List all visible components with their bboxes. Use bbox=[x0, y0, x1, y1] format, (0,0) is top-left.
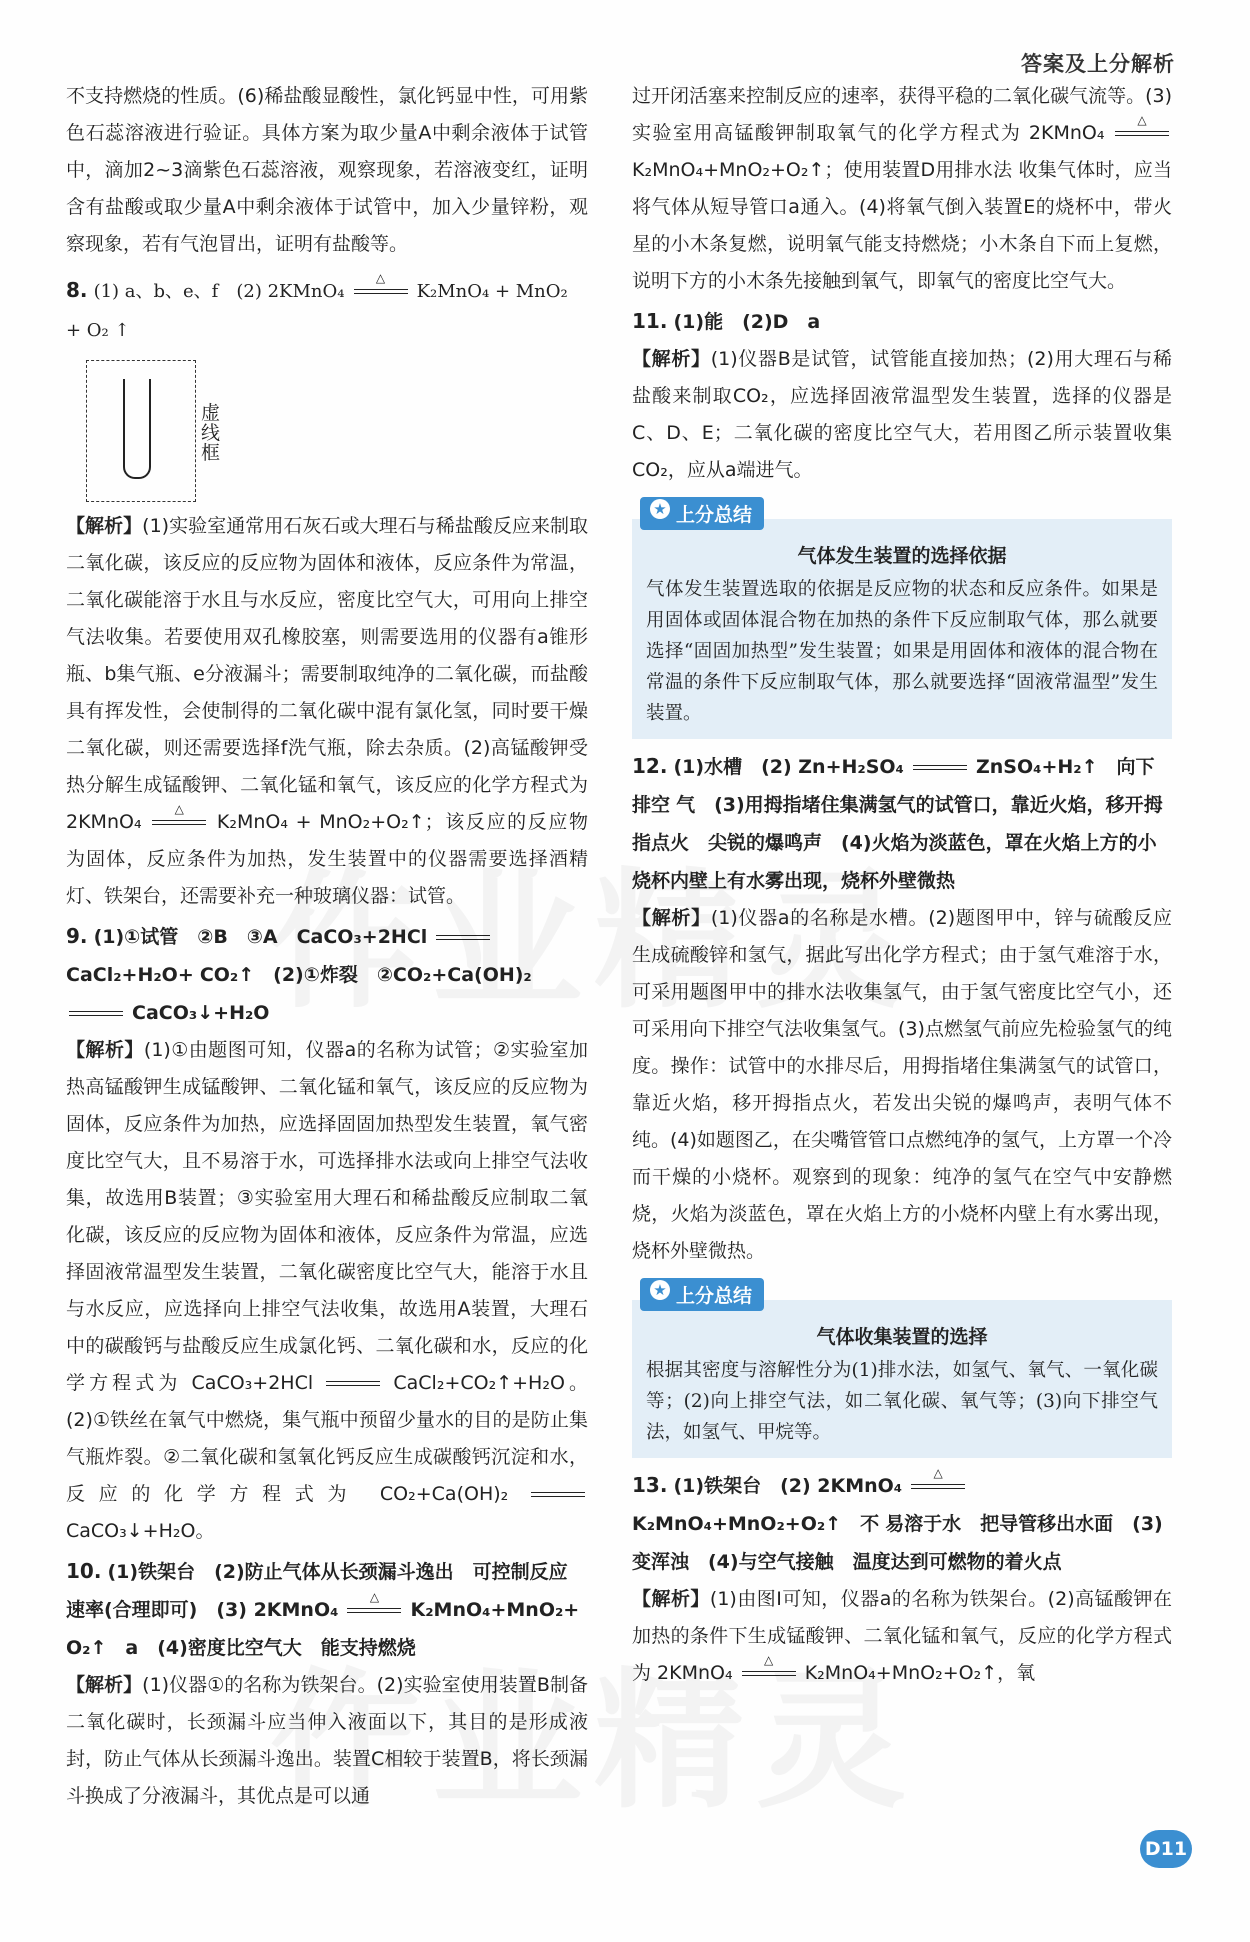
star-icon: ★ bbox=[650, 1280, 670, 1300]
q13-number: 13. bbox=[632, 1473, 668, 1497]
q10-answer-part1: (1)铁架台 (2)防止气体从长颈漏斗逸出 可控制反应 bbox=[107, 1561, 568, 1583]
q12-explanation-text: (1)仪器a的名称是水槽。(2)题图甲中，锌与硫酸反应生成硫酸锌和氢气，据此写出化学方程式；由于氢气难溶于水，可采用题图甲中的排水法收集氢气，由于氢气密度比空气小，还可采用向下排空气法收集氢气。(3)点燃氢气前应先检验氢气的纯度。操作：试管中的水排尽后，用拇指堵住集满氢气的试管口，靠近火焰，移开拇指点火，若发出尖锐的爆鸣声，表明气体不纯。(4)如题图乙，在尖嘴管管口点燃纯净的氢气，上方罩一个冷而干燥的小烧杯。观察到的现象：纯净的氢气在空气中安静燃烧，火焰为淡蓝色，罩在火焰上方的小烧杯内壁上有水雾出现，烧杯外壁微热。 bbox=[632, 907, 1172, 1262]
q10-answer-part3: K₂MnO₄+MnO₂+ bbox=[410, 1599, 580, 1621]
page-header-title: 答案及上分解析 bbox=[1021, 52, 1175, 76]
heating-arrow-icon: △ bbox=[347, 1605, 401, 1617]
q8-answer-part1: (1) a、b、e、f (2) 2KMnO₄ bbox=[93, 281, 345, 302]
left-column bbox=[66, 78, 588, 1815]
q12-explanation-label: 【解析】 bbox=[632, 907, 711, 929]
q13-answer-part2: K₂MnO₄+MnO₂+O₂↑ 不 bbox=[632, 1513, 880, 1535]
q8-explanation-text-2: MnO₂+O₂↑；该反应的反应物为固体，反应条件为加热，发生装置中的仪器需要选择酒精灯、铁架台，还需要补充一种玻璃仪器：试管。 bbox=[66, 811, 589, 907]
q13-answer-part3: 易溶于水 把导管移出水面 (3)变浑浊 (4)与空气接触 温度达到可燃物的着火点 bbox=[632, 1513, 1163, 1573]
heating-arrow-icon: △ bbox=[354, 286, 408, 298]
q11-number: 11. bbox=[632, 309, 668, 333]
q10-number: 10. bbox=[66, 1559, 102, 1583]
q10-answer-part2: 速率(合理即可) (3) 2KMnO₄ bbox=[66, 1599, 339, 1621]
q9-explanation-eq-a: CO₂+Ca(OH)₂ bbox=[379, 1483, 509, 1505]
q11-answer: (1)能 (2)D a bbox=[673, 311, 821, 333]
summary-title: 气体收集装置的选择 bbox=[816, 1326, 988, 1348]
q9-explanation-label: 【解析】 bbox=[66, 1039, 144, 1061]
summary-badge: ★ 上分总结 bbox=[640, 497, 764, 530]
q13-explanation-eq: K₂MnO₄+MnO₂+O₂↑，氧 bbox=[804, 1662, 1036, 1684]
star-icon: ★ bbox=[650, 499, 670, 519]
equals-arrow-icon bbox=[531, 1489, 585, 1501]
q8-explanation-eq: K₂MnO₄ + bbox=[216, 811, 312, 833]
equals-arrow-icon bbox=[326, 1378, 380, 1390]
summary-box-gas-generation bbox=[632, 500, 1172, 739]
summary-text: 气体发生装置选取的依据是反应物的状态和反应条件。如果是用固体或固体混合物在加热的条件下反应制取气体，那么就要选择“固固加热型”发生装置；如果是用固体和液体的混合物在常温的条件下反应制取气体，那么就要选择“固液常温型”发生装置。 bbox=[646, 579, 1158, 724]
q9-answer-part1: (1)①试管 ②B ③A CaCO₃+2HCl bbox=[93, 926, 428, 948]
q9-number: 9. bbox=[66, 924, 88, 948]
heating-arrow-icon: △ bbox=[1115, 128, 1169, 140]
q8-explanation-label: 【解析】 bbox=[66, 515, 143, 537]
equals-arrow-icon bbox=[436, 932, 490, 944]
summary-badge: ★ 上分总结 bbox=[640, 1278, 764, 1311]
right-column bbox=[632, 78, 1172, 1692]
equals-arrow-icon bbox=[69, 1008, 123, 1020]
heating-arrow-icon: △ bbox=[152, 817, 206, 829]
summary-box-gas-collection bbox=[632, 1281, 1172, 1458]
q10-continued-text-2: 收集气体时，应当将气体从短导管口a通入。(4)将氧气倒入装置E的烧杯中，带火星的小木条复燃，说明氧气能支持燃烧；小木条自下而上复燃，说明下方的小木条先接触到氧气，即氧气的密度比空气大。 bbox=[632, 159, 1172, 292]
q12-answer-part1: (1)水槽 (2) Zn+H₂SO₄ bbox=[673, 756, 904, 778]
q9-answer-part4: CaCO₃↓+H₂O bbox=[132, 1002, 270, 1024]
q10-explanation-label: 【解析】 bbox=[66, 1674, 143, 1696]
q9-explanation-eq-b: CaCO₃↓+H₂O。 bbox=[66, 1520, 215, 1542]
q12-number: 12. bbox=[632, 754, 668, 778]
page-number-badge: D11 bbox=[1140, 1830, 1192, 1868]
q10-continued-eq-a: 2KMnO₄ bbox=[1028, 122, 1105, 144]
q10-answer-part4: O₂↑ a (4)密度比空气大 能支持燃烧 bbox=[66, 1637, 416, 1659]
test-tube-icon bbox=[123, 379, 151, 479]
equals-arrow-icon bbox=[913, 762, 967, 774]
q9-answer-part2: CaCl₂+H₂O+ bbox=[66, 964, 194, 986]
heating-arrow-icon: △ bbox=[742, 1668, 796, 1680]
q8-answer-part2: K₂MnO₄ + MnO₂ + O₂ ↑ bbox=[66, 281, 568, 341]
q9-explanation-text-2: CaCl₂+CO₂↑+H₂O。(2)①铁丝在氧气中燃烧，集气瓶中预留少量水的目的是防止集气瓶炸裂。②二氧化碳和氢氧化钙反应生成碳酸钙沉淀和水，反应的化学方程式为 bbox=[66, 1372, 588, 1505]
q11-explanation-text: (1)仪器B是试管，试管能直接加热；(2)用大理石与稀盐酸来制取CO₂，应选择固液常温型发生装置，选择的仪器是C、D、E；二氧化碳的密度比空气大，若用图乙所示装置收集CO₂，应从a端进气。 bbox=[632, 348, 1172, 481]
q9-explanation-text: (1)①由题图可知，仪器a的名称为试管；②实验室加热高锰酸钾生成锰酸钾、二氧化锰和氧气，该反应的反应物为固体，反应条件为加热，应选择固固加热型发生装置，氧气密度比空气大，且不易溶于水，可选择排水法或向上排空气法收集，故选用B装置；③实验室用大理石和稀盐酸反应制取二氧化碳，该反应的反应物为固体和液体，反应条件为常温，应选择固液常温型发生装置，二氧化碳密度比空气大，能溶于水且与水反应，应选择向上排空气法收集，故选用A装置，大理石中的碳酸钙与盐酸反应生成氯化钙、二氧化碳和水，反应的化学方程式为 CaCO₃+2HCl bbox=[66, 1039, 588, 1394]
q10-continued-eq-b: K₂MnO₄+MnO₂+O₂↑；使用装置D用排水法 bbox=[632, 159, 1013, 181]
q13-explanation-label: 【解析】 bbox=[632, 1588, 710, 1610]
q13-explanation-text: (1)由图Ⅰ可知，仪器a的名称为铁架台。(2)高锰酸钾在加热的条件下生成锰酸钾、二氧化锰和氧气，反应的化学方程式为 2KMnO₄ bbox=[632, 1588, 1172, 1684]
dashed-box-label: 虚线框 bbox=[201, 402, 221, 464]
q11-explanation-label: 【解析】 bbox=[632, 348, 711, 370]
heating-arrow-icon: △ bbox=[911, 1481, 965, 1493]
q12-answer-part2: ZnSO₄+H₂↑ 向下排空 bbox=[632, 756, 1155, 816]
q10-explanation-text: (1)仪器①的名称为铁架台。(2)实验室使用装置B制备二氧化碳时，长颈漏斗应当伸入液面以下，其目的是形成液封，防止气体从长颈漏斗逸出。装置C相较于装置B，将长颈漏斗换成了分液漏斗，其优点是可以通 bbox=[66, 1674, 588, 1807]
q8-number: 8. bbox=[66, 278, 88, 302]
q8-answer bbox=[66, 271, 588, 350]
q9-answer-part3: CO₂↑ (2)①炸裂 ②CO₂+Ca(OH)₂ bbox=[199, 964, 532, 986]
q13-answer-part1: (1)铁架台 (2) 2KMnO₄ bbox=[673, 1475, 903, 1497]
q7-tail-text: 不支持燃烧的性质。(6)稀盐酸显酸性，氯化钙显中性，可用紫色石蕊溶液进行验证。具体方案为取少量A中剩余液体于试管中，滴加2~3滴紫色石蕊溶液，观察现象，若溶液变红，证明含有盐酸或取少量A中剩余液体于试管中，加入少量锌粉，观察现象，若有气泡冒出，证明有盐酸等。 bbox=[66, 85, 588, 255]
q12-answer-part3: 气 (3)用拇指堵住集满氢气的试管口，靠近火焰，移开拇指点火 尖锐的爆鸣声 (4)火焰为淡蓝色，罩在火焰上方的小烧杯内壁上有水雾出现，烧杯外壁微热 bbox=[632, 794, 1163, 892]
summary-title: 气体发生装置的选择依据 bbox=[797, 545, 1007, 567]
q8-explanation-text: (1)实验室通常用石灰石或大理石与稀盐酸反应来制取二氧化碳，该反应的反应物为固体和液体，反应条件为常温，二氧化碳能溶于水且与水反应，密度比空气大，可用向上排空气法收集。若要使用双孔橡胶塞，则需要选用的仪器有a锥形瓶、b集气瓶、e分液漏斗；需要制取纯净的二氧化碳，而盐酸具有挥发性，会使制得的二氧化碳中混有氯化氢，同时要干燥二氧化碳，则还需要选择f洗气瓶，除去杂质。(2)高锰酸钾受热分解生成锰酸钾、二氧化锰和氧气，该反应的化学方程式为 2KMnO₄ bbox=[66, 515, 588, 833]
q10-continued-text: 过开闭活塞来控制反应的速率，获得平稳的二氧化碳气流等。(3)实验室用高锰酸钾制取氧气的化学方程式为 bbox=[632, 85, 1172, 144]
summary-text: 根据其密度与溶解性分为(1)排水法，如氢气、氧气、一氧化碳等；(2)向上排空气法，如二氧化碳、氧气等；(3)向下排空气法，如氢气、甲烷等。 bbox=[646, 1360, 1158, 1443]
dashed-box-figure bbox=[86, 360, 221, 502]
